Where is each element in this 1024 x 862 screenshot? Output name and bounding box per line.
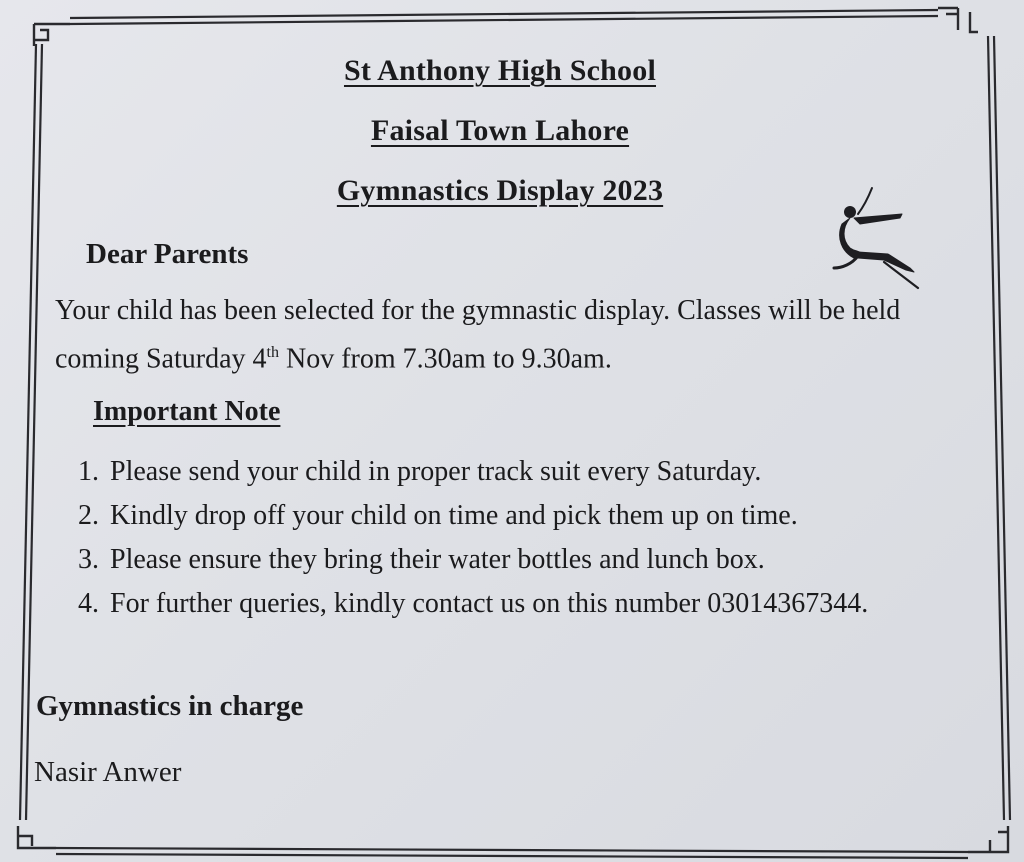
signatory-role: Gymnastics in charge xyxy=(36,690,304,722)
list-item-text: Please ensure they bring their water bottles and lunch box. xyxy=(110,544,765,575)
list-item-number: 3. xyxy=(78,544,99,575)
signatory-name: Nasir Anwer xyxy=(34,756,182,788)
body-paragraph xyxy=(55,290,975,380)
list-item-text: Please send your child in proper track suit every Saturday. xyxy=(110,456,762,487)
event-title: Gymnastics Display 2023 xyxy=(336,174,664,207)
list-item-number: 4. xyxy=(78,588,99,619)
list-item-number: 2. xyxy=(78,500,99,531)
list-item-text: For further queries, kindly contact us on this number 03014367344. xyxy=(110,588,869,619)
list-item xyxy=(78,494,998,538)
list-item xyxy=(78,582,890,626)
important-note-heading: Important Note xyxy=(93,396,281,427)
gymnast-silhouette-icon xyxy=(828,184,924,290)
list-item-text: Kindly drop off your child on time and pick them up on time. xyxy=(110,500,798,531)
list-item xyxy=(78,450,998,494)
body-text-part1: Your child has been selected for the gymnastic display. Classes will be held coming Saturday 4 xyxy=(55,295,901,375)
date-ordinal-suffix: th xyxy=(266,344,279,361)
school-location: Faisal Town Lahore xyxy=(370,114,630,147)
body-text-part2: Nov from 7.30am to 9.30am. xyxy=(278,343,612,375)
important-note-list xyxy=(78,450,998,626)
greeting: Dear Parents xyxy=(86,238,249,270)
list-item xyxy=(78,538,998,582)
list-item-number: 1. xyxy=(78,456,99,487)
school-name: St Anthony High School xyxy=(343,54,656,87)
